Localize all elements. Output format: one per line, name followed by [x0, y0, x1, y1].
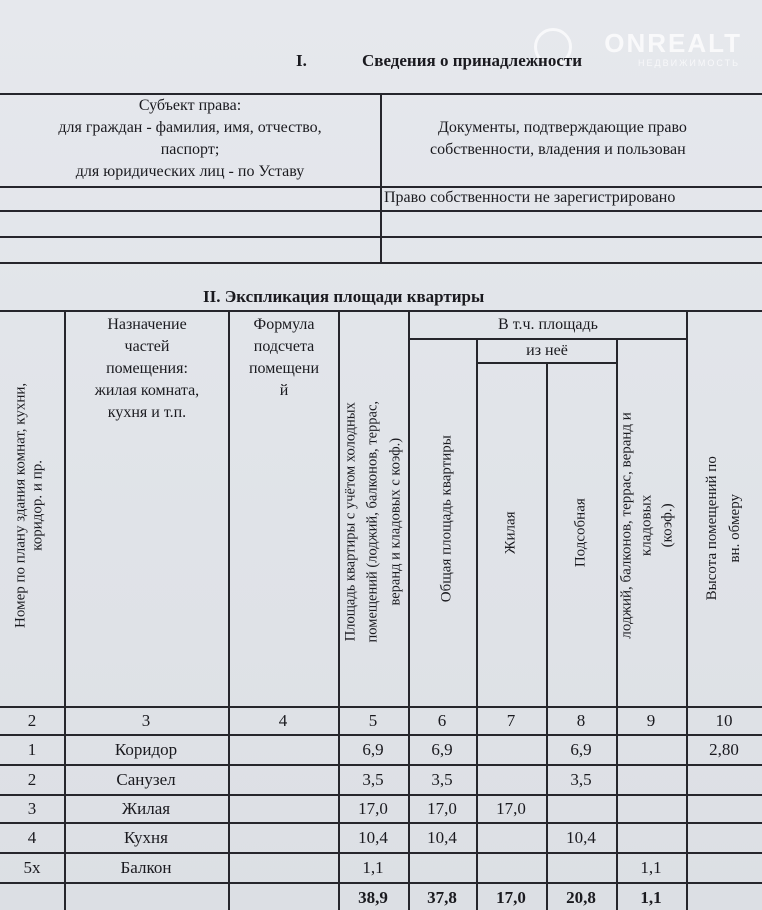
subject-header-line: паспорт;	[160, 141, 220, 158]
table-row-name: Балкон	[120, 858, 172, 877]
header-formula	[230, 314, 338, 402]
header-line: Жилая	[502, 511, 519, 554]
col-number: 3	[141, 711, 151, 730]
divider	[0, 822, 762, 824]
header-line: Назначение	[107, 316, 187, 333]
header-line: й	[279, 382, 289, 399]
header-line: жилая комната,	[94, 382, 200, 399]
header-line: Номер по плану здания комнат, кухни,	[12, 382, 29, 628]
table-cell-c7: 17,0	[496, 799, 526, 818]
header-purpose	[66, 314, 228, 424]
table-cell-c6: 17,0	[427, 799, 457, 818]
header-line: частей	[124, 338, 170, 355]
header-height	[701, 388, 748, 668]
header-room-number	[13, 310, 48, 700]
header-line: Подсобная	[572, 498, 589, 568]
subject-header-line: для юридических лиц - по Уставу	[75, 163, 305, 180]
total-c5: 38,9	[358, 888, 388, 907]
col-number: 8	[576, 711, 586, 730]
table-cell-c5: 6,9	[362, 740, 384, 759]
ownership-status: Право собственности не зарегистрировано	[384, 189, 676, 206]
table-cell-c6: 6,9	[431, 740, 453, 759]
table-cell-c10: 2,80	[709, 740, 739, 759]
section2-title: II. Экспликация площади квартиры	[203, 287, 485, 306]
divider	[0, 882, 762, 884]
table-cell-c5: 10,4	[358, 828, 388, 847]
header-line: помещени	[248, 360, 320, 377]
header-line: коридор. и пр.	[30, 460, 46, 551]
table-cell-c9: 1,1	[640, 858, 662, 877]
header-line: Высота помещений по	[703, 456, 720, 601]
docs-header-line: Документы, подтверждающие право	[438, 119, 687, 136]
divider	[0, 794, 762, 796]
col-number: 9	[646, 711, 656, 730]
header-group-including: В т.ч. площадь	[498, 316, 598, 333]
total-c8: 20,8	[566, 888, 596, 907]
col-number: 2	[27, 711, 37, 730]
header-line: помещений (лоджий, балконов, террас,	[364, 400, 381, 643]
section1-title: Сведения о принадлежности	[362, 51, 583, 70]
header-line: Формула	[253, 316, 315, 333]
table-cell-c8: 3,5	[570, 770, 592, 789]
table-cell-c6: 10,4	[427, 828, 457, 847]
col-number: 10	[715, 711, 733, 730]
table-row-name: Санузел	[116, 770, 176, 789]
header-loggias	[617, 355, 678, 695]
table-row-name: Кухня	[124, 828, 168, 847]
table-row-number: 3	[27, 799, 37, 818]
header-line: помещения:	[106, 360, 188, 377]
col-number: 7	[506, 711, 516, 730]
divider	[686, 310, 688, 910]
header-line: вн. обмеру	[727, 493, 743, 563]
divider	[476, 338, 478, 910]
header-line: подсчета	[253, 338, 315, 355]
divider	[408, 310, 410, 910]
header-line: веранд и кладовых с коэф.)	[387, 437, 404, 606]
table-cell-c5: 17,0	[358, 799, 388, 818]
header-total-area	[438, 409, 455, 629]
table-cell-c5: 1,1	[362, 858, 384, 877]
total-c7: 17,0	[496, 888, 526, 907]
total-c9: 1,1	[640, 888, 662, 907]
divider	[0, 852, 762, 854]
divider	[0, 734, 762, 736]
col-number: 4	[278, 711, 288, 730]
table-cell-c8: 6,9	[570, 740, 592, 759]
subject-header-line: Субъект права:	[138, 97, 242, 114]
table-cell-c8: 10,4	[566, 828, 596, 847]
subject-header-line: для граждан - фамилия, имя, отчество,	[58, 119, 322, 136]
table-cell-c5: 3,5	[362, 770, 384, 789]
table-row-number: 1	[27, 740, 37, 759]
docs-header	[382, 117, 762, 161]
total-c6: 37,8	[427, 888, 457, 907]
table-row-number: 5х	[23, 858, 41, 877]
divider	[546, 362, 548, 910]
header-line: лоджий, балконов, террас, веранд и	[618, 412, 635, 639]
subject-header	[0, 95, 380, 183]
col-number: 6	[437, 711, 447, 730]
docs-header-line: собственности, владения и пользован	[430, 141, 686, 158]
header-line: кладовых	[638, 494, 655, 556]
col-number: 5	[368, 711, 378, 730]
divider	[0, 764, 762, 766]
table-row-number: 4	[27, 828, 37, 847]
table-cell-c6: 3,5	[431, 770, 453, 789]
section1-number: I.	[296, 51, 307, 70]
header-line: кухня и т.п.	[107, 404, 187, 421]
header-total-with-cold	[339, 337, 406, 707]
header-living	[502, 483, 519, 583]
watermark-brand: ONREALT	[604, 28, 742, 58]
header-line: (коэф.)	[659, 503, 676, 548]
table-row-name: Коридор	[114, 740, 178, 759]
header-auxiliary	[572, 483, 589, 583]
table-row-name: Жилая	[121, 799, 171, 818]
header-line: Площадь квартиры с учётом холодных	[342, 402, 359, 642]
header-subgroup-of-it: из неё	[526, 342, 568, 359]
watermark-tagline: НЕДВИЖИМОСТЬ	[638, 58, 740, 68]
table-row-number: 2	[27, 770, 37, 789]
divider	[0, 310, 762, 312]
header-line: Общая площадь квартиры	[438, 435, 455, 603]
